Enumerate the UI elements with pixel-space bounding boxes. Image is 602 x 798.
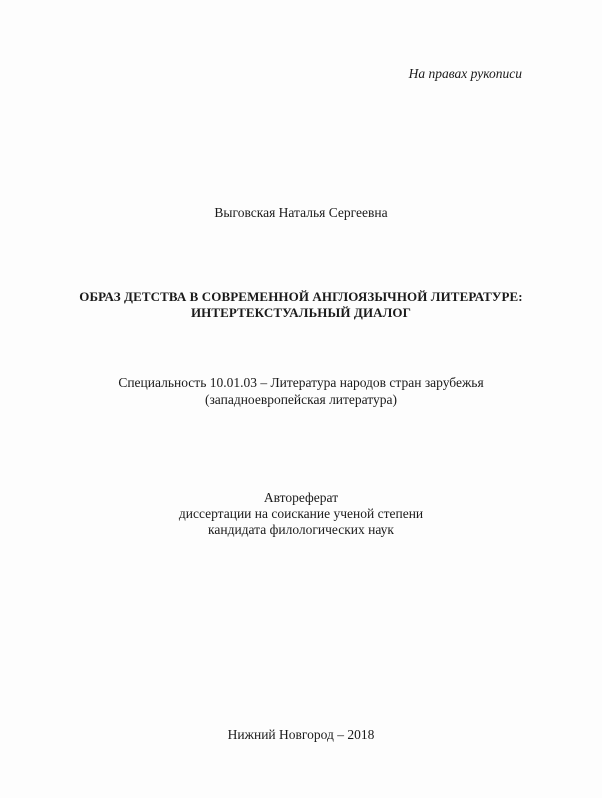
specialty-line-2: (западноевропейская литература): [204, 392, 398, 407]
specialty-line-1: Специальность 10.01.03 – Литература народов стран зарубежья: [118, 375, 484, 390]
abstract-label: Автореферат: [263, 490, 339, 505]
rights-notice: На правах рукописи: [408, 66, 522, 81]
title-line-1: ОБРАЗ ДЕТСТВА В СОВРЕМЕННОЙ АНГЛОЯЗЫЧНОЙ ЛИТЕРАТУРЕ:: [79, 289, 523, 304]
title-line-2: ИНТЕРТЕКСТУАЛЬНЫЙ ДИАЛОГ: [190, 305, 412, 320]
abstract-degree-line-1: диссертации на соискание ученой степени: [178, 506, 424, 521]
abstract-degree-line-2: кандидата филологических наук: [208, 522, 394, 537]
author-name: Выговская Наталья Сергеевна: [214, 205, 388, 220]
city-year: Нижний Новгород – 2018: [227, 727, 375, 742]
